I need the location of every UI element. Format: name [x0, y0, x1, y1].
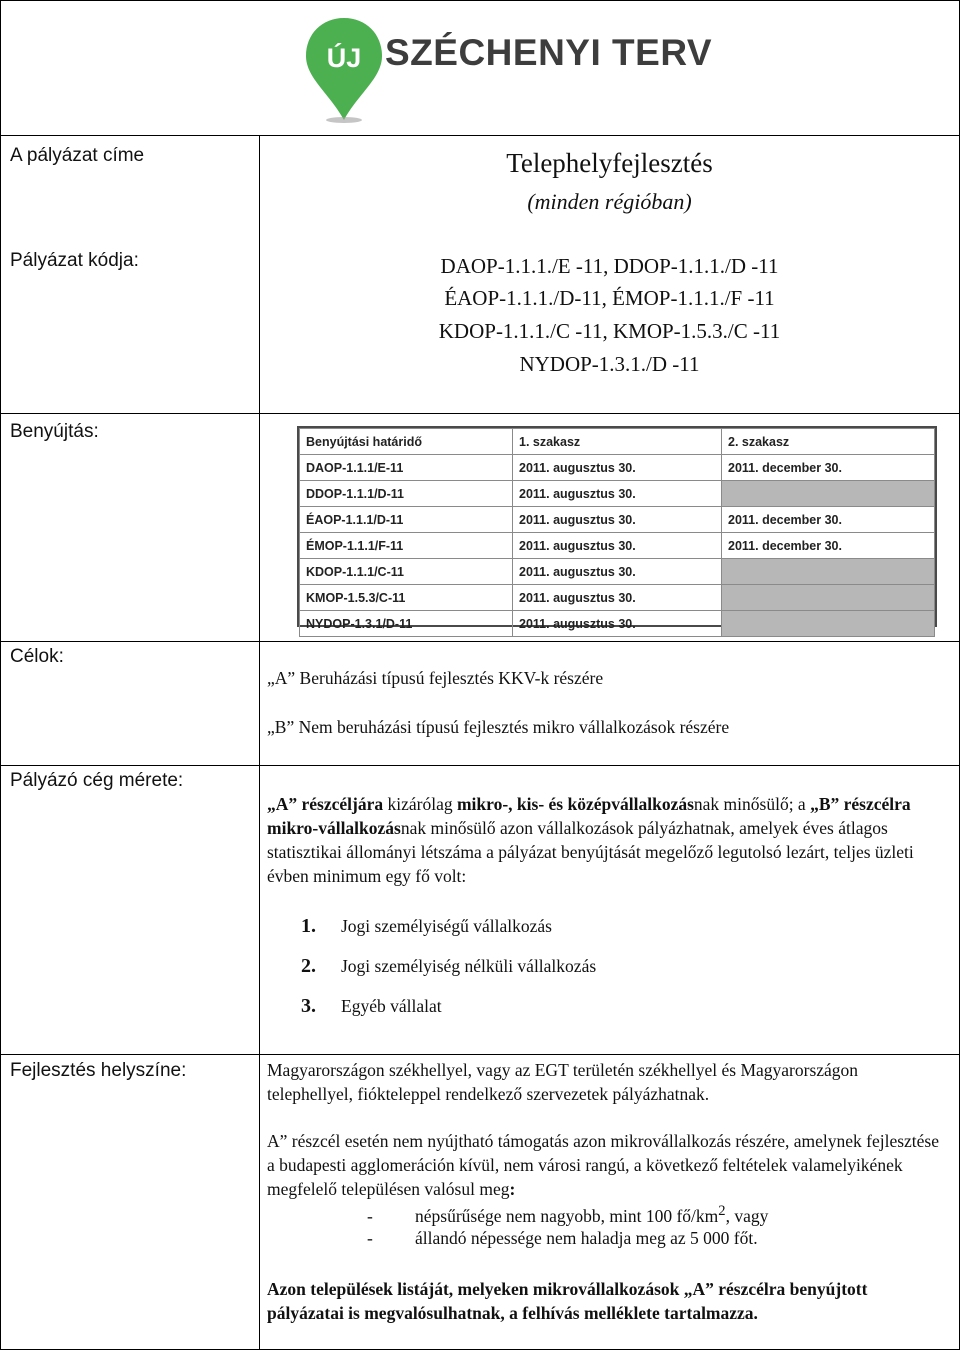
bullet-tail: , vagy	[725, 1205, 769, 1226]
table-row	[300, 533, 935, 559]
label-code: Pályázat kódja:	[10, 250, 139, 271]
code-line: NYDOP-1.3.1./D -11	[519, 352, 700, 376]
table-row	[300, 507, 935, 533]
table-cell: NYDOP-1.3.1/D-11	[300, 611, 513, 637]
superscript: 2	[718, 1203, 726, 1219]
list-text: Jogi személyiségű vállalkozás	[341, 916, 552, 936]
size-text: nak minősülő; a	[693, 794, 811, 814]
table-cell: DDOP-1.1.1/D-11	[300, 481, 513, 507]
table-cell: 2011. december 30.	[722, 507, 935, 533]
divider	[1, 1054, 959, 1055]
table-cell: 2011. augusztus 30.	[513, 585, 722, 611]
bullet-item	[367, 1203, 768, 1227]
label-location: Fejlesztés helyszíne:	[10, 1060, 187, 1081]
goal-item: „A” Beruházási típusú fejlesztés KKV-k részére	[267, 668, 604, 688]
code-line: KDOP-1.1.1./C -11, KMOP-1.5.3./C -11	[438, 319, 781, 343]
page-title: Telephelyfejlesztés	[506, 148, 713, 178]
column-divider	[259, 136, 260, 1349]
table-cell: KMOP-1.5.3/C-11	[300, 585, 513, 611]
dash: -	[367, 1205, 373, 1226]
dash: -	[367, 1228, 373, 1248]
table-header-cell: 2. szakasz	[722, 429, 935, 455]
table-cell: 2011. augusztus 30.	[513, 455, 722, 481]
list-text: Jogi személyiség nélküli vállalkozás	[341, 956, 597, 976]
table-row	[300, 585, 935, 611]
bullet-text: állandó népessége nem haladja meg az 5 000 főt.	[415, 1228, 758, 1248]
goal-item: „B” Nem beruházási típusú fejlesztés mikro vállalkozások részére	[267, 717, 730, 737]
table-cell-empty	[722, 481, 935, 507]
table-cell: 2011. augusztus 30.	[513, 611, 722, 637]
divider	[1, 765, 959, 766]
list-item	[301, 955, 596, 978]
table-cell: ÉAOP-1.1.1/D-11	[300, 507, 513, 533]
table-cell: 2011. augusztus 30.	[513, 559, 722, 585]
table-cell: ÉMOP-1.1.1/F-11	[300, 533, 513, 559]
logo-badge-text: ÚJ	[326, 43, 362, 73]
location-colon: :	[509, 1179, 516, 1199]
label-size: Pályázó cég mérete:	[10, 770, 184, 791]
divider	[1, 641, 959, 642]
page-subtitle: (minden régióban)	[527, 189, 692, 214]
list-text: Egyéb vállalat	[341, 996, 442, 1016]
size-paragraph	[267, 792, 947, 888]
bullet-item	[367, 1228, 758, 1249]
list-number: 1.	[301, 915, 316, 937]
table-cell: 2011. augusztus 30.	[513, 533, 722, 559]
table-cell: 2011. december 30.	[722, 533, 935, 559]
location-paragraph: Magyarországon székhellyel, vagy az EGT területén székhellyel és Magyarországon telephellyel, fiókteleppel rendelkező szervezetek pályázhatnak.	[267, 1060, 859, 1104]
code-line: ÉAOP-1.1.1./D-11, ÉMOP-1.1.1./F -11	[444, 286, 775, 310]
table-cell: 2011. augusztus 30.	[513, 507, 722, 533]
size-bold-b: „B” részcélra mikro-vállalkozás	[267, 794, 911, 838]
table-header-row	[300, 429, 935, 455]
table-cell-empty	[722, 585, 935, 611]
size-bold-categories: mikro-, kis- és középvállalkozás	[456, 794, 694, 814]
location-note: Azon települések listáját, melyeken mikrovállalkozások „A” részcélra benyújtott pályázatai is megvalósulhatnak, a felhívás melléklete tartalmazza.	[267, 1279, 868, 1323]
location-text: A” részcél esetén nem nyújtható támogatás azon mikrovállalkozás részére, amelynek fejlesztése a budapesti agglomeráción kívül, nem városi rangú, a következő feltételek valamelyikének megfelelő településen valósul meg	[267, 1131, 939, 1199]
table-header-cell: 1. szakasz	[513, 429, 722, 455]
code-line: DAOP-1.1.1./E -11, DDOP-1.1.1./D -11	[440, 254, 779, 278]
divider	[1, 413, 959, 414]
table-cell: DAOP-1.1.1/E-11	[300, 455, 513, 481]
location-paragraph	[267, 1129, 947, 1201]
logo-text: SZÉCHENYI TERV	[385, 32, 713, 73]
list-item	[301, 915, 552, 938]
size-text: kizárólag	[383, 794, 457, 814]
table-row	[300, 559, 935, 585]
table-cell: 2011. december 30.	[722, 455, 935, 481]
size-bold-a: „A” részcéljára	[267, 794, 384, 814]
table-cell: 2011. augusztus 30.	[513, 481, 722, 507]
table-row	[300, 455, 935, 481]
table-cell: KDOP-1.1.1/C-11	[300, 559, 513, 585]
label-title: A pályázat címe	[10, 145, 145, 166]
table-cell-empty	[722, 611, 935, 637]
list-item	[301, 995, 442, 1018]
table-cell-empty	[722, 559, 935, 585]
table-row	[300, 611, 935, 637]
size-text: nak minősülő azon vállalkozások pályázhatnak, amelyek éves átlagos statisztikai állományi létszáma a pályázat benyújtását megelőző legutolsó lezárt, teljes üzleti évben minimum egy fő volt:	[267, 818, 914, 886]
location-pin-icon	[304, 16, 384, 124]
table-header-cell: Benyújtási határidő	[300, 429, 513, 455]
list-number: 2.	[301, 955, 316, 977]
label-goals: Célok:	[10, 646, 64, 667]
deadline-table	[297, 426, 937, 631]
bullet-text: népsűrűsége nem nagyobb, mint 100 fő/km	[415, 1205, 719, 1226]
list-number: 3.	[301, 995, 316, 1017]
divider	[1, 135, 959, 136]
table-row	[300, 481, 935, 507]
label-submission: Benyújtás:	[10, 421, 99, 442]
